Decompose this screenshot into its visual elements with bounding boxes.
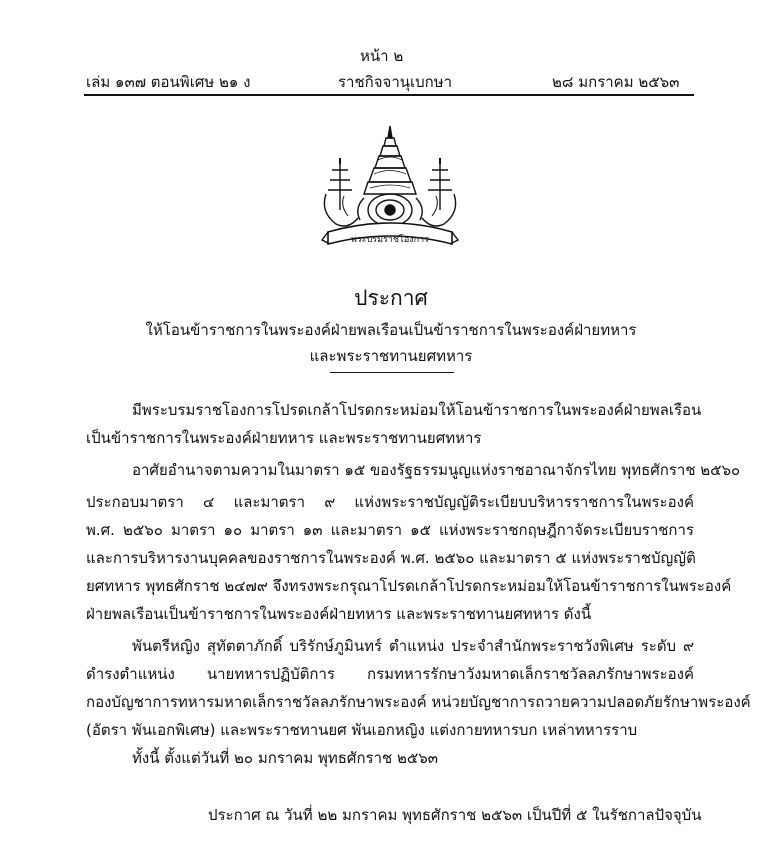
body-line-10: ดำรงตำแหน่ง นายทหารปฏิบัติการ กรมทหารรักษาวังมหาดเล็กราชวัลลภรักษาพระองค์ xyxy=(86,665,694,683)
body-line-6: และการบริหารงานบุคคลของราชการในพระองค์ พ.ศ. ๒๕๖๐ และมาตรา ๕ แห่งพระราชบัญญัติ xyxy=(86,549,696,567)
body-line-13: ทั้งนี้ ตั้งแต่วันที่ ๒๐ มกราคม พุทธศักราช ๒๕๖๓ xyxy=(132,749,438,767)
emblem-ribbon-text: พระบรมราชโองการ xyxy=(350,235,430,245)
body-line-7: ยศทหาร พุทธศักราช ๒๔๗๙ จึงทรงพระกรุณาโปรดเกล้าโปรดกระหม่อมให้โอนข้าราชการในพระองค์ xyxy=(86,577,732,595)
body-line-2: เป็นข้าราชการในพระองค์ฝ่ายทหาร และพระราชทานยศทหาร xyxy=(86,429,482,447)
header-rule xyxy=(84,94,694,96)
document-signoff: ประกาศ ณ วันที่ ๒๒ มกราคม พุทธศักราช ๒๕๖๓ เป็นปีที่ ๕ ในรัชกาลปัจจุบัน xyxy=(208,806,702,824)
royal-emblem-icon xyxy=(318,124,462,254)
body-line-4: ประกอบมาตรา ๔ และมาตรา ๙ แห่งพระราชบัญญัติระเบียบบริหารราชการในพระองค์ xyxy=(86,493,694,511)
body-line-8: ฝ่ายพลเรือนเป็นข้าราชการในพระองค์ฝ่ายทหาร และพระราชทานยศทหาร ดังนี้ xyxy=(86,605,592,623)
title-rule xyxy=(330,372,454,373)
gazette-name: ราชกิจจานุเบกษา xyxy=(338,73,453,91)
gazette-date: ๒๘ มกราคม ๒๕๖๓ xyxy=(552,73,680,91)
page-number: หน้า ๒ xyxy=(360,47,404,65)
document-subtitle-line1: ให้โอนข้าราชการในพระองค์ฝ่ายพลเรือนเป็นข้าราชการในพระองค์ฝ่ายทหาร xyxy=(145,321,637,339)
body-line-12: (อัตรา พันเอกพิเศษ) และพระราชทานยศ พันเอกหญิง แต่งกายทหารบก เหล่าทหารราบ xyxy=(86,721,638,739)
body-line-9: พันตรีหญิง สุทัตตาภักดิ์ บริรักษ์ภูมินทร์ ตำแหน่ง ประจำสำนักพระราชวังพิเศษ ระดับ ๙ xyxy=(132,637,694,655)
document-subtitle-line2: และพระราชทานยศทหาร xyxy=(309,347,473,365)
body-line-1: มีพระบรมราชโองการโปรดเกล้าโปรดกระหม่อมให้โอนข้าราชการในพระองค์ฝ่ายพลเรือน xyxy=(132,401,702,419)
body-line-3: อาศัยอำนาจตามความในมาตรา ๑๕ ของรัฐธรรมนูญแห่งราชอาณาจักรไทย พุทธศักราช ๒๕๖๐ xyxy=(132,461,741,479)
gazette-volume: เล่ม ๑๓๗ ตอนพิเศษ ๒๑ ง xyxy=(86,73,251,91)
body-line-5: พ.ศ. ๒๕๖๐ มาตรา ๑๐ มาตรา ๑๓ และมาตรา ๑๕ แห่งพระราชกฤษฎีกาจัดระเบียบราชการ xyxy=(86,521,694,539)
body-line-11: กองบัญชาการทหารมหาดเล็กราชวัลลภรักษาพระองค์ หน่วยบัญชาการถวายความปลอดภัยรักษาพระองค์ xyxy=(86,693,751,711)
document-title: ประกาศ xyxy=(354,286,428,310)
